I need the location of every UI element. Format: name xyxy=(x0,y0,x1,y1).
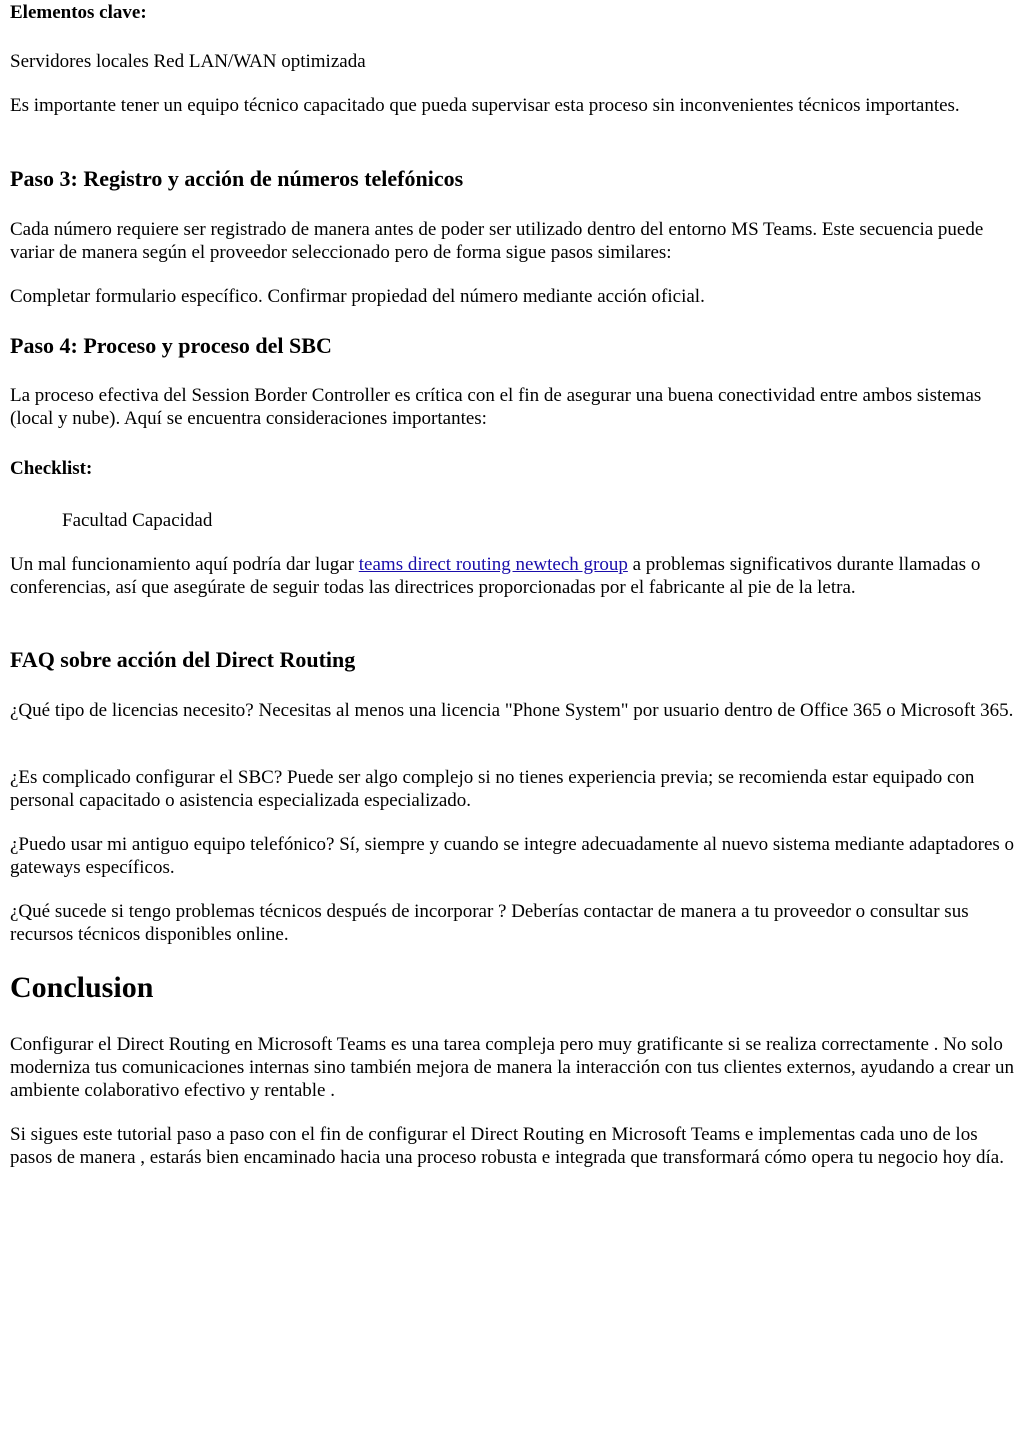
conclusion-paragraph: Si sigues este tutorial paso a paso con el fin de configurar el Direct Routing en Microsoft Teams e implementas cada uno de los pasos de manera , estarás bien encaminado hacia una proceso robusta e integrada que transformará cómo opera tu negocio hoy día. xyxy=(10,1124,1004,1168)
teams-direct-routing-link[interactable]: teams direct routing newtech group xyxy=(358,554,628,575)
step3-body: Cada número requiere ser registrado de manera antes de poder ser utilizado dentro del entorno MS Teams. Este secuencia puede variar de manera según el proveedor seleccionado pero de forma sigue pasos similares: xyxy=(10,219,984,263)
step3-title: Paso 3: Registro y acción de números telefónicos xyxy=(10,166,464,191)
step4-title: Paso 4: Proceso y proceso del SBC xyxy=(10,333,332,358)
conclusion-title: Conclusion xyxy=(10,971,154,1004)
key-elements-note: Es importante tener un equipo técnico capacitado que pueda supervisar esta proceso sin inconvenientes técnicos importantes. xyxy=(10,95,960,116)
step4-warning xyxy=(10,553,1016,599)
conclusion-paragraph: Configurar el Direct Routing en Microsoft Teams es una tarea compleja pero muy gratificante si se realiza correctamente . No solo moderniza tus comunicaciones internas sino también mejora de manera la interacción con tus clientes externos, ayudando a crear un ambiente colaborativo efectivo y rentable . xyxy=(10,1034,1014,1101)
faq-item: ¿Qué tipo de licencias necesito? Necesitas al menos una licencia "Phone System" por usuario dentro de Office 365 o Microsoft 365. xyxy=(10,700,1014,721)
checklist-item: Facultad Capacidad xyxy=(62,510,213,531)
faq-item: ¿Qué sucede si tengo problemas técnicos después de incorporar ? Deberías contactar de manera a tu proveedor o consultar sus recursos técnicos disponibles online. xyxy=(10,901,969,945)
warning-text-before: Un mal funcionamiento aquí podría dar lugar xyxy=(10,554,359,575)
step3-steps: Completar formulario específico. Confirmar propiedad del número mediante acción oficial. xyxy=(10,286,705,307)
key-elements-items: Servidores locales Red LAN/WAN optimizada xyxy=(10,51,366,72)
faq-title: FAQ sobre acción del Direct Routing xyxy=(10,647,356,672)
warning-text-after: a problemas significativos durante llamadas o conferencias, así que asegúrate de seguir todas las directrices proporcionadas por el fabricante al pie de la letra. xyxy=(10,554,981,598)
faq-item: ¿Puedo usar mi antiguo equipo telefónico? Sí, siempre y cuando se integre adecuadamente al nuevo sistema mediante adaptadores o gateways específicos. xyxy=(10,834,1015,878)
key-elements-heading: Elementos clave: xyxy=(10,2,147,23)
faq-item: ¿Es complicado configurar el SBC? Puede ser algo complejo si no tienes experiencia previa; se recomienda estar equipado con personal capacitado o asistencia especializada especializado. xyxy=(10,767,975,811)
step4-body: La proceso efectiva del Session Border Controller es crítica con el fin de asegurar una buena conectividad entre ambos sistemas (local y nube). Aquí se encuentra consideraciones importantes: xyxy=(10,385,982,429)
checklist-heading: Checklist: xyxy=(10,458,93,479)
